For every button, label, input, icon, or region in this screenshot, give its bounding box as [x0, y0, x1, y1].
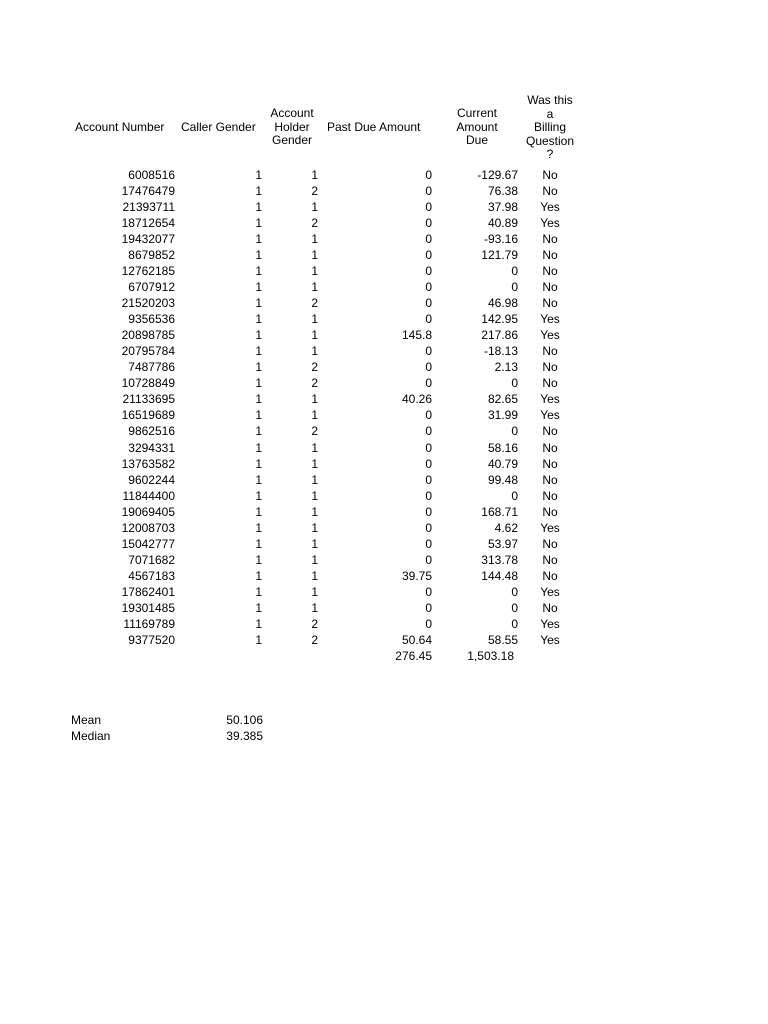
holder-gender-cell: 2: [311, 616, 318, 631]
current-due-cell: 0: [511, 584, 518, 599]
header-account-number: Account Number: [75, 120, 165, 134]
current-due-cell: 217.86: [481, 328, 518, 343]
current-due-cell: 168.71: [481, 504, 518, 519]
holder-gender-cell: 1: [311, 520, 318, 535]
current-due-cell: 0: [511, 424, 518, 439]
past-due-cell: 0: [425, 360, 432, 375]
total-current-due: 1,503.18: [467, 649, 514, 663]
current-due-cell: 76.38: [487, 184, 518, 199]
caller-gender-cell: 1: [255, 264, 262, 279]
holder-gender-cell: 1: [311, 536, 318, 551]
header-billing-question-line-5: ?: [546, 147, 554, 161]
current-due-cell: 121.79: [481, 248, 518, 263]
account-number-cell: 7487786: [128, 360, 175, 375]
billing-question-cell: Yes: [540, 216, 560, 231]
billing-question-cell: Yes: [540, 200, 560, 215]
account-number-cell: 3294331: [128, 440, 175, 455]
current-due-cell: 58.55: [487, 632, 518, 647]
past-due-cell: 0: [425, 184, 432, 199]
past-due-cell: 0: [425, 344, 432, 359]
current-due-cell: -93.16: [483, 232, 518, 247]
current-due-cell: 58.16: [487, 440, 518, 455]
billing-question-cell: No: [542, 248, 558, 263]
billing-question-cell: No: [542, 168, 558, 182]
caller-gender-cell: 1: [255, 488, 262, 503]
past-due-cell: 0: [425, 440, 432, 455]
holder-gender-cell: 1: [311, 232, 318, 247]
caller-gender-cell: 1: [255, 520, 262, 535]
billing-question-cell: No: [542, 456, 558, 471]
billing-question-cell: Yes: [540, 616, 560, 631]
total-past-due: 276.45: [395, 649, 432, 663]
current-due-cell: 144.48: [481, 568, 518, 583]
header-current-amount-due: [445, 107, 509, 148]
header-billing-question-line-1: Was this: [527, 93, 573, 107]
account-number-cell: 11844400: [122, 488, 175, 503]
past-due-cell: 0: [425, 600, 432, 615]
current-due-cell: 82.65: [487, 392, 518, 407]
holder-gender-cell: 1: [311, 248, 318, 263]
caller-gender-cell: 1: [255, 184, 262, 199]
header-account-holder-gender-line-1: Account: [270, 106, 314, 120]
billing-question-cell: No: [542, 504, 558, 519]
header-account-holder-gender-line-2: Holder: [274, 119, 310, 134]
caller-gender-cell: 1: [255, 232, 262, 247]
current-due-cell: 0: [511, 616, 518, 631]
billing-question-cell: No: [542, 184, 558, 199]
past-due-cell: 0: [425, 552, 432, 567]
caller-gender-cell: 1: [255, 632, 262, 647]
past-due-cell: 0: [425, 248, 432, 263]
billing-question-cell: No: [542, 424, 558, 439]
account-number-cell: 4567183: [128, 568, 175, 583]
header-current-amount-due-line-2: Amount: [456, 119, 498, 134]
account-number-cell: 19301485: [121, 600, 175, 615]
holder-gender-cell: 1: [311, 312, 318, 327]
caller-gender-cell: 1: [255, 568, 262, 583]
billing-question-cell: Yes: [540, 392, 560, 407]
holder-gender-cell: 1: [311, 280, 318, 295]
account-number-cell: 6008516: [128, 168, 175, 182]
current-due-cell: 0: [511, 264, 518, 279]
caller-gender-cell: 1: [255, 344, 262, 359]
past-due-cell: 39.75: [401, 568, 432, 583]
account-number-cell: 6707912: [128, 280, 175, 295]
billing-question-cell: No: [542, 536, 558, 551]
caller-gender-cell: 1: [255, 328, 262, 343]
current-due-cell: -18.13: [483, 344, 518, 359]
account-number-cell: 15042777: [121, 536, 175, 551]
header-account-holder-gender-line-3: Gender: [271, 133, 313, 147]
holder-gender-cell: 1: [311, 488, 318, 503]
caller-gender-cell: 1: [255, 248, 262, 263]
account-number-cell: 7071682: [128, 552, 175, 567]
current-due-cell: 4.62: [494, 520, 518, 535]
past-due-cell: 0: [425, 424, 432, 439]
header-billing-question-line-2: a: [546, 106, 554, 121]
holder-gender-cell: 2: [311, 360, 318, 375]
stat-median-label: Median: [71, 729, 111, 743]
current-due-cell: 46.98: [487, 296, 518, 311]
current-due-cell: 53.97: [487, 536, 518, 551]
caller-gender-cell: 1: [255, 584, 262, 599]
billing-question-cell: No: [542, 376, 558, 391]
account-number-cell: 21520203: [121, 296, 175, 311]
billing-question-cell: Yes: [540, 408, 560, 423]
past-due-cell: 0: [425, 584, 432, 599]
billing-question-cell: Yes: [540, 632, 560, 647]
holder-gender-cell: 1: [311, 440, 318, 455]
caller-gender-cell: 1: [255, 312, 262, 327]
caller-gender-cell: 1: [255, 200, 262, 215]
past-due-cell: 0: [425, 216, 432, 231]
account-number-cell: 8679852: [128, 248, 175, 263]
past-due-cell: 40.26: [401, 392, 432, 407]
holder-gender-cell: 2: [311, 376, 318, 391]
current-due-cell: 40.79: [487, 456, 518, 471]
past-due-cell: 0: [425, 536, 432, 551]
header-current-amount-due-line-3: Due: [465, 133, 488, 147]
past-due-cell: 145.8: [401, 328, 432, 343]
caller-gender-cell: 1: [255, 600, 262, 615]
current-due-cell: 2.13: [494, 360, 518, 375]
past-due-cell: 0: [425, 168, 432, 182]
holder-gender-cell: 1: [311, 408, 318, 423]
current-due-cell: 0: [511, 280, 518, 295]
account-number-cell: 11169789: [123, 616, 175, 631]
holder-gender-cell: 1: [311, 472, 318, 487]
past-due-cell: 0: [425, 472, 432, 487]
current-due-cell: 0: [511, 488, 518, 503]
billing-question-cell: Yes: [540, 312, 560, 327]
caller-gender-cell: 1: [255, 408, 262, 423]
billing-question-cell: No: [542, 600, 558, 615]
billing-question-cell: No: [542, 440, 558, 455]
account-number-cell: 10728849: [121, 376, 175, 391]
current-due-cell: 40.89: [487, 216, 518, 231]
holder-gender-cell: 1: [311, 568, 318, 583]
current-due-cell: 37.98: [487, 200, 518, 215]
past-due-cell: 50.64: [401, 632, 432, 647]
header-account-holder-gender: [262, 107, 322, 148]
caller-gender-cell: 1: [255, 360, 262, 375]
holder-gender-cell: 1: [311, 200, 318, 215]
account-number-cell: 12762185: [121, 264, 175, 279]
billing-question-cell: No: [542, 232, 558, 247]
caller-gender-cell: 1: [255, 216, 262, 231]
past-due-cell: 0: [425, 456, 432, 471]
account-number-cell: 9862516: [128, 424, 175, 439]
billing-question-cell: Yes: [540, 520, 560, 535]
caller-gender-cell: 1: [255, 296, 262, 311]
current-due-cell: -129.67: [477, 168, 518, 182]
holder-gender-cell: 1: [311, 504, 318, 519]
billing-question-cell: Yes: [540, 328, 560, 343]
billing-question-cell: No: [542, 488, 558, 503]
current-due-cell: 31.99: [487, 408, 518, 423]
holder-gender-cell: 2: [311, 424, 318, 439]
billing-question-cell: No: [542, 472, 558, 487]
account-number-cell: 21133695: [122, 392, 175, 407]
billing-question-cell: No: [542, 552, 558, 567]
account-number-cell: 17862401: [121, 584, 175, 599]
holder-gender-cell: 1: [311, 168, 318, 182]
past-due-cell: 0: [425, 264, 432, 279]
holder-gender-cell: 2: [311, 184, 318, 199]
header-billing-question-line-4: Question: [525, 133, 575, 148]
billing-question-cell: No: [542, 296, 558, 311]
caller-gender-cell: 1: [255, 280, 262, 295]
billing-question-cell: Yes: [540, 584, 560, 599]
account-number-cell: 9602244: [128, 472, 175, 487]
billing-question-cell: No: [542, 264, 558, 279]
caller-gender-cell: 1: [255, 472, 262, 487]
current-due-cell: 313.78: [481, 552, 518, 567]
account-number-cell: 9356536: [128, 312, 175, 327]
account-number-cell: 16519689: [121, 408, 175, 423]
holder-gender-cell: 2: [311, 216, 318, 231]
holder-gender-cell: 1: [311, 552, 318, 567]
holder-gender-cell: 1: [311, 600, 318, 615]
caller-gender-cell: 1: [255, 440, 262, 455]
caller-gender-cell: 1: [255, 536, 262, 551]
caller-gender-cell: 1: [255, 504, 262, 519]
billing-question-cell: No: [542, 280, 558, 295]
caller-gender-cell: 1: [255, 456, 262, 471]
account-number-cell: 19069405: [121, 504, 175, 519]
caller-gender-cell: 1: [255, 376, 262, 391]
header-past-due-amount: Past Due Amount: [327, 120, 421, 134]
holder-gender-cell: 2: [311, 296, 318, 311]
caller-gender-cell: 1: [255, 168, 262, 182]
stat-median-value: 39.385: [226, 729, 263, 743]
past-due-cell: 0: [425, 616, 432, 631]
account-number-cell: 9377520: [128, 632, 175, 647]
past-due-cell: 0: [425, 376, 432, 391]
past-due-cell: 0: [425, 200, 432, 215]
past-due-cell: 0: [425, 504, 432, 519]
caller-gender-cell: 1: [255, 424, 262, 439]
current-due-cell: 0: [511, 376, 518, 391]
holder-gender-cell: 1: [311, 392, 318, 407]
account-number-cell: 13763582: [121, 456, 175, 471]
caller-gender-cell: 1: [255, 392, 262, 407]
past-due-cell: 0: [425, 296, 432, 311]
current-due-cell: 0: [511, 600, 518, 615]
past-due-cell: 0: [425, 280, 432, 295]
header-billing-question-line-3: Billing: [533, 120, 566, 134]
holder-gender-cell: 1: [311, 456, 318, 471]
past-due-cell: 0: [425, 520, 432, 535]
account-number-cell: 20898785: [121, 328, 175, 343]
account-number-cell: 19432077: [121, 232, 175, 247]
current-due-cell: 99.48: [487, 472, 518, 487]
stat-mean-value: 50.106: [226, 713, 263, 727]
holder-gender-cell: 1: [311, 328, 318, 343]
account-number-cell: 20795784: [121, 344, 175, 359]
caller-gender-cell: 1: [255, 616, 262, 631]
past-due-cell: 0: [425, 488, 432, 503]
past-due-cell: 0: [425, 408, 432, 423]
header-current-amount-due-line-1: Current: [456, 106, 497, 120]
account-number-cell: 18712654: [121, 216, 175, 231]
stat-mean-label: Mean: [71, 713, 102, 727]
header-billing-question: [518, 94, 582, 162]
caller-gender-cell: 1: [255, 552, 262, 567]
holder-gender-cell: 1: [311, 264, 318, 279]
header-caller-gender: Caller Gender: [181, 120, 256, 134]
past-due-cell: 0: [425, 312, 432, 327]
holder-gender-cell: 2: [311, 632, 318, 647]
billing-question-cell: No: [542, 360, 558, 375]
account-number-cell: 12008703: [121, 520, 175, 535]
holder-gender-cell: 1: [311, 584, 318, 599]
account-number-cell: 17476479: [121, 184, 175, 199]
past-due-cell: 0: [425, 232, 432, 247]
billing-question-cell: No: [542, 344, 558, 359]
billing-question-cell: No: [542, 568, 558, 583]
holder-gender-cell: 1: [311, 344, 318, 359]
current-due-cell: 142.95: [481, 312, 518, 327]
account-number-cell: 21393711: [122, 200, 175, 215]
